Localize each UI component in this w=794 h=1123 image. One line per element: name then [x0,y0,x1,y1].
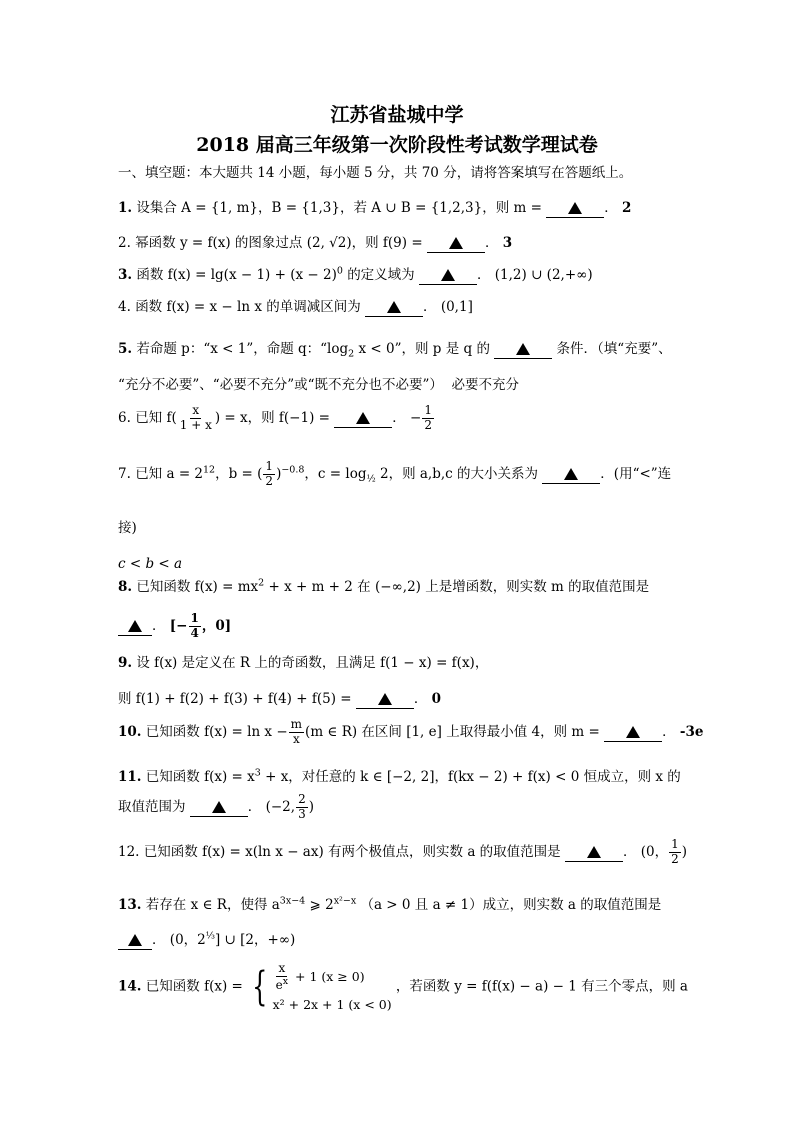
question-text: （a > 0 且 a ≠ 1）成立，则实数 a 的取值范围是 [360,897,662,913]
question-number: 12. [118,843,140,860]
numerator: 1 [671,837,679,851]
school-name: 江苏省盐城中学 [330,104,464,126]
denominator [274,977,290,993]
question-text: 已知函数 f(x) = x(ln x − ax) 有两个极值点，则实数 a 的取值范围是 [143,843,561,860]
answer-part: (−2, [265,798,296,815]
punctuation: ． [392,409,406,426]
question-text: ，若函数 y = f(f(x) − a) − 1 有三个零点，则 a [395,978,688,995]
answer: 必要不充分 [451,377,520,393]
answer: 3 [502,235,513,251]
answer-part: (0， [640,843,669,860]
denominator: 2 [671,851,679,866]
answer-blank[interactable] [565,846,623,862]
question-7-answer: c < b < a [118,556,183,572]
question-text: 函数 f(x) = x − ln x 的单调减区间为 [135,299,361,315]
piecewise-definition [273,962,392,1012]
question-text: 已知函数 f(x) = x [145,769,255,785]
question-4 [118,295,473,317]
question-text: 已知 a = 2 [135,465,204,482]
question-9 [118,651,488,671]
answer-blank[interactable] [118,620,152,636]
fraction [263,460,275,489]
question-number: 14. [118,978,142,995]
denominator: 3 [298,806,306,821]
answer-blank[interactable] [365,301,423,317]
exponent: 3x−4 [279,895,306,907]
punctuation: ． [476,267,491,283]
question-1 [118,196,631,218]
question-text: x < 0”，则 p 是 q 的 [358,341,490,357]
question-2 [118,231,512,253]
question-13-cont [118,928,295,950]
answer-part: (0，2 [169,932,206,948]
triangle-icon [378,693,392,705]
question-10 [118,718,703,747]
question-5 [118,337,672,360]
piece-condition: + 1 (x ≥ 0) [291,968,365,984]
exponent: 12 [203,464,216,476]
question-text: ．(用“<”连 [600,465,672,482]
question-11-cont [118,793,314,822]
answer-sign: − [410,409,422,426]
answer-blank[interactable] [334,412,392,428]
piece-1 [273,962,392,993]
punctuation: ． [152,932,166,948]
question-text: 若命题 p：“x < 1”，命题 q：“log [136,341,349,357]
answer-part: ，0] [201,617,232,634]
answer: -3e [679,723,704,740]
triangle-icon [626,726,640,738]
answer-part: [− [169,617,188,634]
answer [410,403,435,432]
punctuation: ． [484,235,499,251]
question-number: 9. [118,655,133,671]
question-text: 已知函数 f(x) = mx [136,579,259,595]
question-number: 10. [118,723,142,740]
question-text: 已知函数 f(x) = ln x − [145,723,288,740]
question-text: ，b = ( [215,465,263,482]
answer: (1,2) ∪ (2,+∞) [494,267,593,283]
exponent: −0.8 [281,464,305,476]
subscript: ½ [366,473,376,485]
numerator: 1 [265,459,274,473]
denominator: 2 [265,473,274,488]
question-text: “充分不必要”、“必要不充分”或“既不充分也不必要”） [118,377,443,393]
punctuation: ． [247,798,262,815]
question-text: ⩾ 2 [305,897,334,913]
punctuation: ． [662,723,676,740]
question-5-cont [118,373,519,393]
punctuation: ． [604,200,618,216]
question-text: (m ∈ R) 在区间 [1, e] 上取得最小值 4，则 m = [305,723,600,740]
question-text: 设集合 A = {1, m}，B = {1,3}，若 A ∪ B = {1,2,3}，则 m = [136,200,542,216]
question-11 [118,765,681,785]
answer [169,611,232,640]
denominator: 1 + x [179,417,212,432]
answer-part: ] ∪ [2，+∞) [214,932,296,948]
answer [640,837,688,866]
question-13 [118,893,661,913]
question-text: ) [276,465,282,482]
answer-blank[interactable] [546,202,604,218]
answer-fraction [669,838,681,867]
question-8-cont [118,612,231,641]
question-text: 若存在 x ∈ R，使得 a [145,897,280,913]
answer-blank[interactable] [190,801,248,817]
question-7 [118,460,671,489]
answer-blank[interactable] [494,343,552,359]
question-text: 的定义域为 [347,267,415,283]
triangle-icon [441,269,455,281]
answer: 0 [431,691,442,707]
subscript: 2 [348,348,355,360]
triangle-icon [387,301,401,313]
question-14 [118,962,688,1012]
answer [170,932,296,948]
piece-2: x² + 2x + 1 (x < 0) [272,996,392,1012]
question-text: 取值范围为 [118,798,186,815]
triangle-icon [449,237,463,249]
question-text: 条件．（填“充要”、 [556,341,672,357]
exponent: ⅓ [205,930,215,942]
punctuation: ． [622,843,637,860]
question-text: + x，对任意的 k ∈ [−2, 2]，f(kx − 2) + f(x) < 0 恒成立，则 x 的 [260,769,681,785]
question-text: 已知函数 f(x) = [145,978,243,995]
question-text: 2，则 a,b,c 的大小关系为 [379,465,538,482]
question-number: 6. [118,409,131,426]
question-text: 函数 f(x) = lg(x − 1) + (x − 2) [136,267,337,283]
answer-fraction [189,612,201,641]
denominator: 4 [190,625,199,640]
denominator: x [292,731,300,746]
triangle-icon [564,468,578,480]
punctuation: ． [423,299,437,315]
exponent: 2 [258,577,265,589]
numerator: x [278,961,286,975]
answer-blank[interactable] [542,468,600,484]
triangle-icon [568,202,582,214]
answer: 2 [622,200,632,216]
denominator: 2 [424,417,432,432]
question-number: 4. [118,299,131,315]
exponent: x²−x [333,895,357,907]
answer-blank[interactable] [419,269,477,285]
question-number: 11. [118,769,142,785]
triangle-icon [128,620,142,632]
section-heading: 一、填空题：本大题共 14 小题，每小题 5 分，共 70 分，请将答案填写在答题纸上。 [118,165,633,181]
exponent: 3 [254,767,261,779]
punctuation: ． [152,617,166,634]
answer-blank[interactable] [356,693,414,709]
numerator: 2 [298,792,306,806]
numerator: x [192,403,200,417]
answer-blank[interactable] [118,934,152,950]
question-6 [118,404,435,433]
question-3 [118,263,593,285]
question-12 [118,838,687,867]
triangle-icon [587,846,601,858]
question-number: 13. [118,897,142,913]
question-text: + x + m + 2 在 (−∞,2) 上是增函数，则实数 m 的取值范围是 [264,579,650,595]
question-number: 3. [118,267,133,283]
question-text: 已知 f( [135,409,177,426]
triangle-icon [212,801,226,813]
question-8 [118,575,649,595]
answer-blank[interactable] [427,237,485,253]
question-number: 5. [118,341,133,357]
question-number: 2. [118,235,131,251]
answer [265,792,314,821]
question-number: 7. [118,465,131,482]
triangle-icon [128,934,142,946]
question-text: 设 f(x) 是定义在 R 上的奇函数，且满足 f(1 − x) = f(x)， [136,655,489,671]
numerator: 1 [424,403,432,417]
question-text: 幂函数 y = f(x) 的图象过点 (2, √2)，则 f(9) = [135,235,423,251]
numerator: 1 [190,611,199,625]
fraction [289,718,304,747]
exam-title: 2018 届高三年级第一次阶段性考试数学理试卷 [196,134,598,156]
triangle-icon [356,412,370,424]
question-number: 1. [118,200,133,216]
fraction [274,962,290,993]
denominator-base: e [275,977,283,992]
numerator: m [290,717,303,731]
fraction [178,404,214,433]
question-7-cont: 接) [118,520,137,536]
answer-part: ) [681,843,688,860]
answer-part: ) [308,798,314,815]
question-text: ，c = log [304,465,367,482]
question-9-cont [118,687,441,709]
answer-fraction [296,793,308,822]
question-number: 8. [118,579,133,595]
answer: (0,1] [440,299,473,315]
punctuation: ． [413,691,428,707]
left-brace: { [252,963,268,1010]
answer-blank[interactable] [604,726,662,742]
exponent: 0 [336,265,343,277]
question-text: 则 f(1) + f(2) + f(3) + f(4) + f(5) = [118,691,352,707]
exponent: x [282,975,289,987]
answer-fraction [422,404,434,433]
triangle-icon [516,343,530,355]
question-text: ) = x，则 f(−1) = [214,409,330,426]
